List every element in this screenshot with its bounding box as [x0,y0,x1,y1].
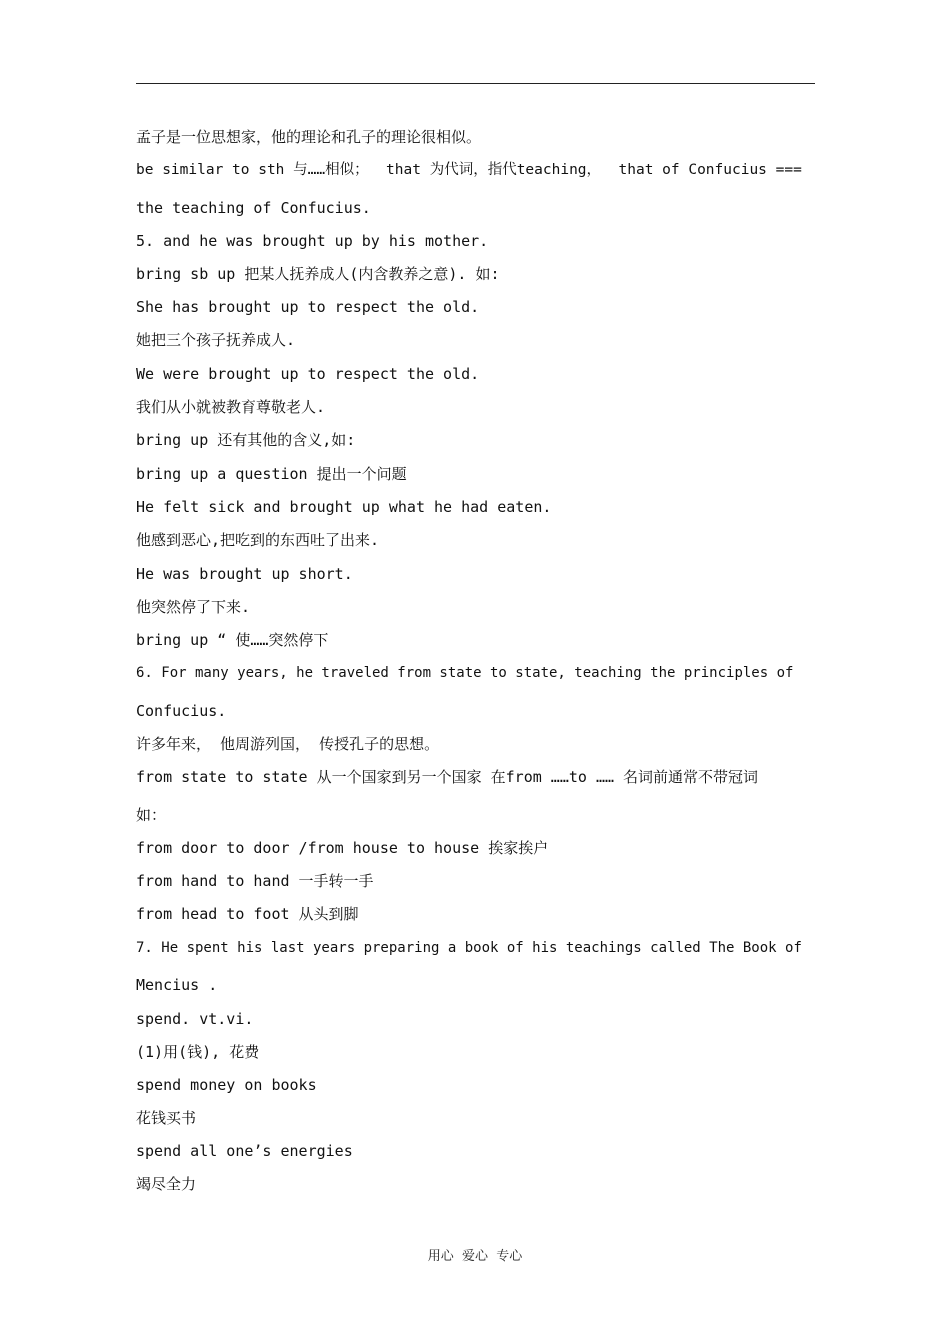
text-line: He was brought up short. [136,565,353,583]
text-line: from hand to hand 一手转一手 [136,872,374,890]
header-rule [136,83,815,84]
text-line: bring up “ 使……突然停下 [136,631,329,649]
page-footer: 用心 爱心 专心 [427,1249,523,1264]
text-line: 如： [136,806,167,824]
text-segment: be similar to sth 与……相似； that 为代词，指代teaching， that of Confucius === [136,162,802,178]
text-line: 花钱买书 [136,1109,197,1127]
text-line: Mencius . [136,976,218,994]
text-line: 他感到恶心,把吃到的东西吐了出来. [136,531,380,549]
text-line: spend. vt.vi. [136,1010,254,1028]
text-line: spend all one’s energies [136,1142,353,1160]
text-line [136,160,815,180]
text-line: He felt sick and brought up what he had eaten. [136,498,552,516]
text-line: 许多年来， 他周游列国， 传授孔子的思想。 [136,735,440,753]
text-line: 他突然停了下来. [136,598,251,616]
text-line: from head to foot 从头到脚 [136,905,359,923]
text-line: (1)用(钱), 花费 [136,1043,260,1061]
text-line: bring sb up 把某人抚养成人(内含教养之意). 如: [136,265,500,283]
text-line: bring up a question 提出一个问题 [136,465,407,483]
text-line: bring up 还有其他的含义,如: [136,431,356,449]
text-line: from state to state 从一个国家到另一个国家 在from ……to …… 名词前通常不带冠词 [136,768,759,786]
text-line: 孟子是一位思想家，他的理论和孔子的理论很相似。 [136,128,482,146]
text-line: 6. For many years, he traveled from state to state, teaching the principles of [136,665,794,681]
text-line: 她把三个孩子抚养成人. [136,331,296,349]
text-line: 竭尽全力 [136,1175,197,1193]
text-line: the teaching of Confucius. [136,199,371,217]
text-line: 5. and he was brought up by his mother. [136,232,489,250]
text-line: spend money on books [136,1076,317,1094]
text-line: She has brought up to respect the old. [136,298,480,316]
text-line: Confucius. [136,702,227,720]
text-line: We were brought up to respect the old. [136,365,480,383]
text-line: 我们从小就被教育尊敬老人. [136,398,326,416]
text-line: 7. He spent his last years preparing a book of his teachings called The Book of [136,940,802,956]
text-line: from door to door /from house to house 挨家挨户 [136,839,549,857]
